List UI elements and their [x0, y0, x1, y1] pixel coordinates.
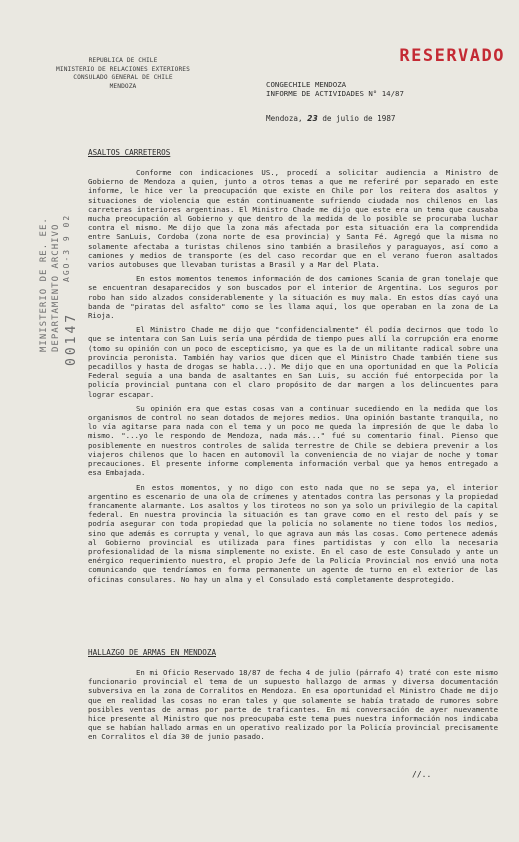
paragraph: En estos momentos tenemos información de dos camiones Scania de gran tonelaje que se encuentran desaparecidos y son buscados por el interior de Argentina. Los seguros por robo han sido alzados considerablemente y la situación es muy mala. En estos días cayó una banda de "piratas del asfalto" como se les llama aquí, los que operaban en la zona de La Rioja.	[88, 274, 498, 321]
paragraph: Su opinión era que estas cosas van a continuar sucediendo en la medida que los organismos de control no sean dotados de mejores medios. Una opinión bastante tranquila, no lo vía agitarse para nada con el tema y un poco me queda la impresión de que le daba lo mismo. "...yo le respondo de Mendoza, nada más..." fué su comentario final. Pienso que posiblemente en nuestros controles de salida terrestre de Chile se debiera prevenir a los viajeros chilenos que lo hacen en automovil la conveniencia de no viajar de noche y tomar precauciones. El presente informe complementa información verbal que ya hemos entregado a esa Embajada.	[88, 403, 498, 478]
letterhead-city: MENDOZA	[109, 82, 137, 90]
letterhead-consulate: CONSULADO GENERAL DE CHILE	[73, 74, 173, 82]
archive-stamp-title: MINISTERIO DE RE. EE.	[39, 217, 49, 352]
paragraph: El Ministro Chade me dijo que "confidencialmente" él podía decirnos que todo lo que se intentara con San Luis sería una pérdida de tiempo pues allí la corrupción era enorme (tomo su opinión con un poco de escepticismo, ya que es la de un militante radical sobre una provincia peronista. También hay varios que dicen que el Ministro Chade también tiene sus pecadillos y hasta de drogas se habla...). Me dijo que en una oportunidad en que la Policía Federal seguía a una banda de asaltantes en San Luis, su acción fué entorpecida por la policía provincial puntana con el claro propósito de dar margen a los delincuentes para lograr escapar.	[88, 325, 498, 399]
section-title-armas: HALLAZGO DE ARMAS EN MENDOZA	[88, 648, 217, 657]
report-reference	[266, 80, 404, 99]
date-rest: de julio de 1987	[322, 114, 396, 123]
date-prefix: Mendoza,	[266, 114, 303, 123]
classification-stamp: RESERVADO	[399, 46, 505, 66]
reference-sender: CONGECHILE MENDOZA	[266, 80, 347, 89]
received-date-stamp: AGO-3 9 02	[62, 213, 71, 282]
paragraph: En estos momentos, y no digo con esto nada que no se sepa ya, el interior argentino es escenario de una ola de crímenes y atentados contra las personas y la propiedad francamente alarmante. Los asaltos y los tiroteos no son ya solo un privilegio de la capital federal. En nuestra provincia la situación es tan grave como en el resto del país y se podría asegurar con toda propiedad que la policía no solamente no tiene todos los medios, sino que además es corrupta y venal, lo que agrava aun más las cosas. Como pertenece además al Gobierno provincial es utilizada para fines partidistas y con ello la necesaria profesionalidad de la misma simplemente no existe. En el caso de este Consulado y ante un enérgico requerimiento nuestro, el propio Jefe de la Policía Provincial nos envió una nota comunicando que tendríamos en forma permanente un agente de turno en el exterior de las oficinas consulares. No hay un alma y el Consulado está completamente desprotegido.	[88, 482, 498, 584]
paragraph: Conforme con indicaciones US., procedí a solicitar audiencia a Ministro de Gobierno de Mendoza a quien, junto a otros temas a que me referiré por separado en este informe, le hice ver la preocupación que existe en Chile por los reitera dos asaltos y situaciones de violencia que están continuamente sufriendo ciudada nos chilenos en las carreteras interiores argentinas. El Ministro Chade me dijo que este era un tema que causaba mucha preocupación al Gobierno y que dentro de la medida de lo posible se procuraba luchar contra el mismo. Me dijo que la zona más afectada por esta situación era la comprendida entre SanLuis, Cordoba (zona norte de esa provincia) y Santa Fé. Agregó que la misma no solamente afectaba a turistas chilenos sino también a brasileños y paraguayos, así como a camiones y medios de transporte (es del caso recordar que en el verano fueron asaltados varios autobuses que llevaban turistas a Brasil y a Mar del Plata.	[88, 168, 498, 270]
reference-report-number: INFORME DE ACTIVIDADES N° 14/87	[266, 89, 404, 99]
document-date	[266, 114, 395, 123]
archive-number: 00147	[64, 311, 79, 366]
section-body-armas	[88, 668, 498, 747]
section-body-asaltos	[88, 168, 498, 589]
letterhead-country: REPUBLICA DE CHILE	[88, 57, 158, 64]
archive-stamp-subtitle: DEPARTAMENTO ARCHIVO	[51, 223, 61, 352]
paragraph: En mi Oficio Reservado 18/87 de fecha 4 de julio (párrafo 4) traté con este mismo funcionario provincial el tema de un supuesto hallazgo de armas y diversa documentación subversiva en la zona de Corralitos en Mendoza. En esa oportunidad el Ministro Chade me dijo que en realidad las cosas no eran tales y que solamente se había tratado de rumores sobre posibles ventas de armas por parte de traficantes. En mi conversación de ayer nuevamente hice presente al Ministro que nos preocupaba este tema pues nuestra información nos indicaba que se habían hallado armas en un operativo realizado por la Policía provincial precisamente en Corralitos el día 30 de junio pasado.	[88, 668, 498, 742]
letterhead-ministry: MINISTERIO DE RELACIONES EXTERIORES	[56, 65, 190, 73]
letterhead	[48, 57, 198, 91]
section-title-asaltos: ASALTOS CARRETEROS	[88, 148, 171, 157]
date-day: 23	[307, 114, 318, 123]
archive-stamp	[38, 217, 62, 352]
continuation-mark: //..	[412, 770, 432, 779]
